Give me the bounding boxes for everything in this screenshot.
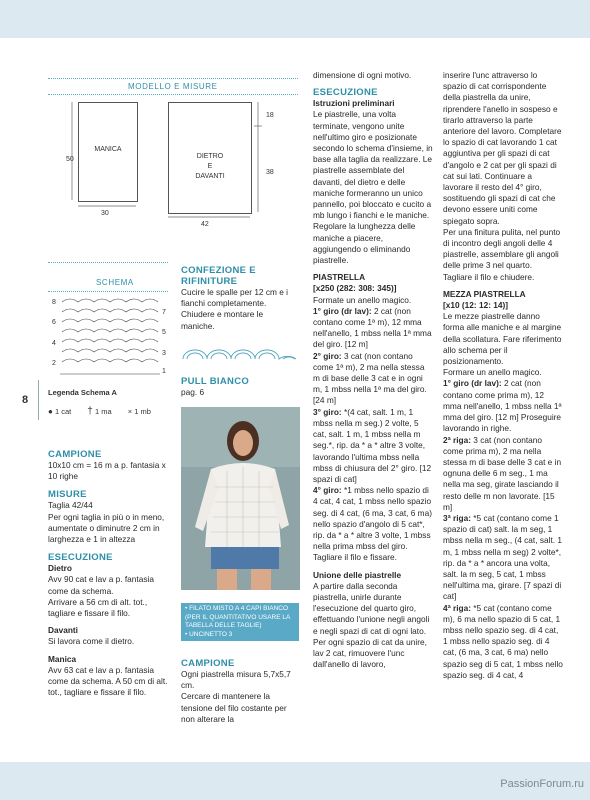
note-line-2: (PER IL QUANTITATIVO USARE LA bbox=[185, 613, 291, 621]
legend-dc: 1 ma bbox=[94, 407, 112, 416]
col4-p2: Per una finitura pulita, nel punto di incontro degli angoli delle 4 piastrelle, assemblare gli angoli delle prime 3 nel quarto. Tagliare il filo e chiudere. bbox=[443, 226, 561, 282]
riga-4-label: 4ª riga: bbox=[443, 602, 471, 613]
row-number-left-2: 2 bbox=[52, 360, 56, 367]
riga-2-label: 2ª riga: bbox=[443, 434, 471, 445]
note-line-1: • FILATO MISTO A 4 CAPI BIANCO bbox=[185, 605, 289, 612]
chain-symbol-icon: ● bbox=[48, 407, 53, 416]
mezza-count: [x10 (12: 12: 14)] bbox=[443, 300, 509, 311]
misure-text: Per ogni taglia in più o in meno, aumentate o diminutre 2 cm in larghezza e 1 in altezza bbox=[48, 511, 165, 545]
row-number-right-3: 3 bbox=[162, 350, 166, 357]
model-photo-illustration bbox=[181, 407, 300, 590]
riga-4 bbox=[443, 603, 563, 681]
dim-body-height: 38 bbox=[266, 169, 274, 176]
riga-3 bbox=[443, 513, 563, 603]
manica-heading: Manica bbox=[48, 653, 77, 664]
riga-1 bbox=[443, 378, 563, 434]
pull-heading: PULL BIANCO bbox=[181, 376, 250, 387]
giro-1 bbox=[313, 306, 433, 351]
riga-2-text: 3 cat (non contano come prima m), 2 ma nella stessa m di base delle 3 cat e in ognuna delle 6 m seg., 1 ma nella ma seg, girate lasciando il resto delle m non lavorate. [15 m] bbox=[443, 434, 562, 512]
dietro-text: Avv 90 cat e lav a p. fantasia come da schema. bbox=[48, 574, 154, 596]
unione-text: A partire dalla seconda piastrella, unirle durante l'esecuzione del quarto giro, effettuando l'unione negli angoli e negli spazi di cat di ogni lato. bbox=[313, 580, 430, 636]
unione-text-2: Per ogni spazio di cat da unire, lav 2 cat, rimuovere l'unc dall'anello di lavoro, bbox=[313, 636, 427, 670]
giro-3-label: 3° giro: bbox=[313, 406, 342, 417]
manica-text: Avv 63 cat e lav a p. fantasia come da schema. A 50 cm di alt. tot., tagliare e fissare il filo. bbox=[48, 664, 168, 698]
esecuzione-heading: ESECUZIONE bbox=[48, 552, 113, 564]
giro-4-text: *1 mbss nello spazio di 4 cat, 4 cat, 1 mbss nello spazio seg. di 4 cat, (6 ma, 3 cat, 6 ma) nello spazio d'angolo di 5 cat*, rip. da * a * altre 3 volte, 1 mbss nella prima mbss del giro. Tagliare il filo e fissare. bbox=[313, 485, 432, 563]
row-number-right-7: 7 bbox=[162, 309, 166, 316]
giro-2 bbox=[313, 351, 433, 407]
diagram-title: MODELLO E MISURE bbox=[128, 82, 218, 91]
sleeve-label: MANICA bbox=[94, 146, 122, 153]
note-line-4: • UNCINETTO 3 bbox=[185, 630, 233, 638]
schema-rule bbox=[48, 262, 168, 263]
column-2-pull bbox=[181, 376, 298, 398]
misure-size: Taglia 42/44 bbox=[48, 500, 93, 511]
dim-body-top: 18 bbox=[266, 112, 274, 119]
page-edge-line bbox=[38, 380, 39, 420]
giro-3 bbox=[313, 407, 433, 485]
campione-text: 10x10 cm = 16 m a p. fantasia x 10 righe bbox=[48, 460, 166, 482]
legend-chain: 1 cat bbox=[54, 407, 72, 416]
riga-1-text: 2 cat (non contano come prima m), 12 mma nell'anello, 1 mbss nella 1ª mma del giro. [12 m] Proseguire lavorando in righe. bbox=[443, 378, 562, 434]
body-label: DIETRO E DAVANTI bbox=[195, 153, 225, 180]
riga-1-label: 1° giro (dr lav): bbox=[443, 378, 502, 389]
campione2-heading: CAMPIONE bbox=[181, 658, 235, 669]
materials-note bbox=[181, 603, 299, 641]
unione-heading: Unione delle piastrelle bbox=[313, 569, 402, 580]
misure-heading: MISURE bbox=[48, 489, 87, 501]
crochet-chart bbox=[48, 294, 173, 382]
dim-sleeve-width: 30 bbox=[101, 210, 109, 217]
giro-4 bbox=[313, 485, 433, 563]
row-number-right-5: 5 bbox=[162, 329, 166, 336]
davanti-heading: Davanti bbox=[48, 625, 78, 636]
watermark: PassionForum.ru bbox=[500, 778, 584, 790]
legend-sc: 1 mb bbox=[134, 407, 151, 416]
page-number: 8 bbox=[22, 394, 29, 406]
dim-sleeve-height: 50 bbox=[66, 156, 74, 163]
column-2-top bbox=[181, 265, 298, 332]
piastrella-start: Formate un anello magico. bbox=[313, 294, 412, 305]
giro-4-label: 4° giro: bbox=[313, 485, 342, 496]
model-photo bbox=[181, 407, 300, 590]
campione-heading: CAMPIONE bbox=[48, 449, 102, 460]
column-2-campione bbox=[181, 658, 298, 725]
confezione-text: Cucire le spalle per 12 cm e i fianchi completamente. Chiudere e montare le maniche. bbox=[181, 287, 288, 331]
riga-3-text: *5 cat (contano come 1 spazio di cat) salt. la m seg, 1 mbss nella m seg., (4 cat, salt. 1 m, 1 mbss nella m seg) 2 volte*, rip. da * a * ancora una volta, salt. la m seg, 5 cat, 1 mbss nell'ultima ma, girare. [7 spazi di cat] bbox=[443, 512, 562, 602]
campione2-text: Ogni piastrella misura 5,7x5,7 cm. bbox=[181, 669, 291, 691]
mezza-intro: Le mezze piastrelle danno forma alle maniche e al margine della scollatura. Fare riferimento allo schema per il posizionamento. bbox=[443, 311, 562, 367]
giro-1-text: 2 cat (non contano come 1ª m), 12 mma nell'anello, 1 mbss nella 1ª mma del giro. [12 m] bbox=[313, 305, 432, 350]
dietro-text-2: Arrivare a 56 cm di alt. tot., tagliare e fissare il filo. bbox=[48, 596, 148, 619]
esecuzione2-heading: ESECUZIONE bbox=[313, 87, 378, 99]
column-1 bbox=[48, 449, 170, 698]
row-number-left-8: 8 bbox=[52, 299, 56, 306]
column-4 bbox=[443, 70, 563, 681]
legend-title: Legenda Schema A bbox=[48, 388, 117, 397]
dietro-heading: Dietro bbox=[48, 563, 72, 574]
note-line-3: TABELLA DELLE TAGLIE) bbox=[185, 622, 262, 630]
piastrella-count: [x250 (282: 308: 345)] bbox=[313, 283, 397, 294]
schema-rule-2 bbox=[48, 291, 168, 292]
sc-symbol-icon: × bbox=[127, 407, 133, 416]
mezza-heading: MEZZA PIASTRELLA bbox=[443, 288, 526, 299]
riga-3-label: 3ª riga: bbox=[443, 512, 471, 523]
col4-p1: inserire l'unc attraverso lo spazio di cat corrispondente della piastrella da unire, riprendere l'anello in sospeso e tirarlo attraverso la parte anteriore del lavoro. Completare lo spazio di cat lavorando 1 cat aggiuntiva per gli spazi di cat d'angolo e 2 cat per gli spazi di cat sui lati. Continuare a lavorare il resto del 4° giro, sostituendo gli spazi di cat che devono essere uniti come spiegato sopra. bbox=[443, 70, 562, 226]
riga-2 bbox=[443, 435, 563, 513]
row-number-left-6: 6 bbox=[52, 319, 56, 326]
confezione-heading: CONFEZIONE E RIFINITURE bbox=[181, 265, 256, 287]
campione2-text-2: Cercare di mantenere la tensione del filo costante per non alterare la bbox=[181, 691, 287, 724]
dc-symbol-icon: † bbox=[87, 406, 93, 417]
row-number-right-1: 1 bbox=[162, 368, 166, 375]
davanti-text: Si lavora come il dietro. bbox=[48, 636, 135, 647]
schema-legend bbox=[48, 388, 151, 417]
giro-2-label: 2° giro: bbox=[313, 350, 342, 361]
piastrella-heading: PIASTRELLA bbox=[313, 272, 366, 283]
giro-3-text: *(4 cat, salt. 1 m, 1 mbss nella m seg.) 2 volte, 5 cat, salt. 1 m, 1 mbss nella m seg.*, rip. da * a * altre 3 volte, lavorando l'ultima mbss nella mbss di chiusura del 2° giro. [12 spazi di cat] bbox=[313, 406, 432, 484]
column-3 bbox=[313, 70, 433, 670]
giro-2-text: 3 cat (non contano come 1ª m), 2 ma nella stessa m di base delle 3 cat e in ogni m, 1 mbss nella 1ª ma del giro. [24 m] bbox=[313, 350, 427, 406]
pull-page-ref: pag. 6 bbox=[181, 387, 205, 397]
row-number-left-4: 4 bbox=[52, 340, 56, 347]
wave-divider bbox=[181, 347, 298, 361]
schema-title: SCHEMA bbox=[96, 278, 134, 287]
mezza-start: Formare un anello magico. bbox=[443, 367, 542, 378]
dim-body-width: 42 bbox=[201, 221, 209, 228]
riga-4-text: *5 cat (contano come m), 6 ma nello spazio di 5 cat, 1 mbss nello spazio seg. di 4 cat, 1 mbss nello spazio seg. di 4 cat, (6 ma, 3 cat, 6 ma) nello spazio seg di 5 cat, 1 mbss nello spazio seg. di 4 cat, 4 bbox=[443, 602, 563, 680]
diagram-dimension-lines bbox=[0, 0, 300, 240]
istruzioni-text: Le piastrelle, una volta terminate, vengono unite nell'ultimo giro e posizionate secondo lo schema d'insieme, in base alla taglia da realizzare. Le piastrelle assemblate del davanti, del dietro e delle maniche formeranno un unico pannello, poi bloccato e cucito a mb lungo i fianchi e le maniche. Regolare la lunghezza delle maniche a piacere, aggiungendo o eliminando piastrelle. bbox=[313, 109, 433, 266]
istruzioni-heading: Istruzioni preliminari bbox=[313, 98, 395, 109]
giro-1-label: 1° giro (dr lav): bbox=[313, 305, 372, 316]
col3-intro: dimensione di ogni motivo. bbox=[313, 70, 412, 80]
